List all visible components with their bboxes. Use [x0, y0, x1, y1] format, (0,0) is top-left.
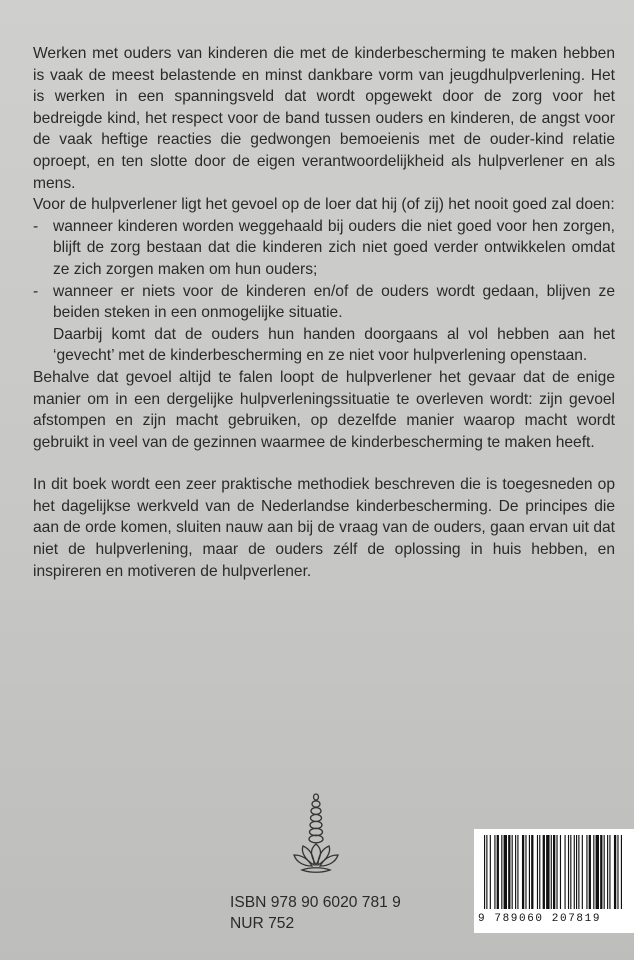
blurb-bullet-1: [33, 216, 615, 281]
barcode-bar: [508, 835, 510, 909]
blurb-paragraph-3: Daarbij komt dat de ouders hun handen doorgaans al vol hebben aan het ‘gevecht’ met de kinderbescherming en ze niet voor hulpverlening openstaan.: [53, 325, 615, 365]
barcode: [474, 829, 634, 933]
barcode-bar: [529, 835, 530, 909]
paragraph-gap: [33, 453, 615, 474]
barcode-bar: [576, 835, 577, 909]
barcode-bar: [560, 835, 561, 909]
barcode-bar: [504, 835, 507, 909]
barcode-bar: [578, 835, 579, 909]
blurb-paragraph-4: Behalve dat gevoel altijd te falen loopt de hulpverlener het gevaar dat de enige manier om in een dergelijke hulpverleningssituatie te overleven wordt: zijn gevoel afstompen en zijn macht gebruiken, op dezelfde manier waarop macht wordt gebruikt in veel van de gezinnen waarmee de kinderbescherming te maken heeft.: [33, 368, 615, 451]
bullet-dash: -: [33, 217, 39, 235]
barcode-bar: [600, 835, 602, 909]
barcode-bar: [617, 835, 618, 909]
barcode-bar: [586, 835, 587, 909]
barcode-bar: [512, 835, 513, 909]
barcode-bar: [490, 835, 491, 909]
lotus-tower-icon: [292, 793, 340, 878]
barcode-digits: 9 789060 207819: [478, 913, 602, 925]
blurb-text: [33, 43, 615, 582]
barcode-bar: [501, 835, 502, 909]
barcode-bar: [543, 835, 545, 909]
nur-code: NUR 752: [230, 915, 295, 932]
barcode-bar: [515, 835, 516, 909]
barcode-bar: [593, 835, 594, 909]
bullet-text: wanneer er niets voor de kinderen en/of de ouders wordt gedaan, blijven ze beiden steken in een onmogelijke situatie.: [53, 282, 615, 322]
barcode-bar: [614, 835, 616, 909]
barcode-bar: [574, 835, 575, 909]
barcode-bar: [568, 835, 569, 909]
barcode-bar: [621, 835, 622, 909]
barcode-bar: [531, 835, 533, 909]
barcode-bars: [482, 835, 626, 911]
blurb-paragraph-5: In dit boek wordt een zeer praktische methodiek beschreven die is toegesneden op het dagelijkse werkveld van de Nederlandse kinderbescherming. De principes die aan de orde komen, sluiten nauw aan bij de vraag van de ouders, gaan ervan uit dat niet de hulpverlening, maar de ouders zélf de oplossing in huis hebben, en inspireren en motiveren de hulpverlener.: [33, 476, 615, 580]
barcode-bar: [596, 835, 599, 909]
barcode-bar: [494, 835, 495, 909]
barcode-bar: [589, 835, 591, 909]
barcode-bar: [517, 835, 518, 909]
blurb-paragraph-2: Voor de hulpverlener ligt het gevoel op de loer dat hij (of zij) het nooit goed zal doen:: [33, 196, 615, 214]
barcode-bar: [546, 835, 549, 909]
barcode-bar: [539, 835, 540, 909]
barcode-bar: [582, 835, 583, 909]
isbn-number: ISBN 978 90 6020 781 9: [230, 894, 401, 911]
barcode-bar: [525, 835, 526, 909]
barcode-bar: [522, 835, 524, 909]
barcode-bar: [604, 835, 605, 909]
barcode-bar: [553, 835, 555, 909]
barcode-bar: [556, 835, 557, 909]
bullet-text: wanneer kinderen worden weggehaald bij ouders die niet goed voor hen zorgen, blijft de zorg bestaan dat die kinderen zich niet goed verder ontwikkelen omdat ze zich zorgen maken om hun ouders;: [53, 217, 615, 278]
barcode-bar: [497, 835, 499, 909]
blurb-paragraph-1: Werken met ouders van kinderen die met de kinderbescherming te maken hebben is vaak de meest belastende en minst dankbare vorm van jeugdhulpverlening. Het is werken in een spanningsveld dat wordt opgewekt door de zorg voor het bedreigde kind, het respect voor de band tussen ouders en kinderen, de angst voor de vaak heftige reacties die gedwongen bemoeienis met de ouder-kind relatie oproept, en ten slotte door de eigen verantwoordelijkheid als hulpverlener en als mens.: [33, 45, 615, 192]
barcode-bar: [551, 835, 552, 909]
barcode-bar: [565, 835, 566, 909]
barcode-bar: [486, 835, 487, 909]
bullet-dash: -: [33, 282, 39, 300]
barcode-bar: [607, 835, 608, 909]
barcode-bar: [570, 835, 571, 909]
barcode-bar: [537, 835, 538, 909]
blurb-bullet-2: [33, 281, 615, 324]
barcode-bar: [609, 835, 610, 909]
barcode-bar: [484, 835, 485, 909]
isbn-block: [230, 892, 430, 934]
